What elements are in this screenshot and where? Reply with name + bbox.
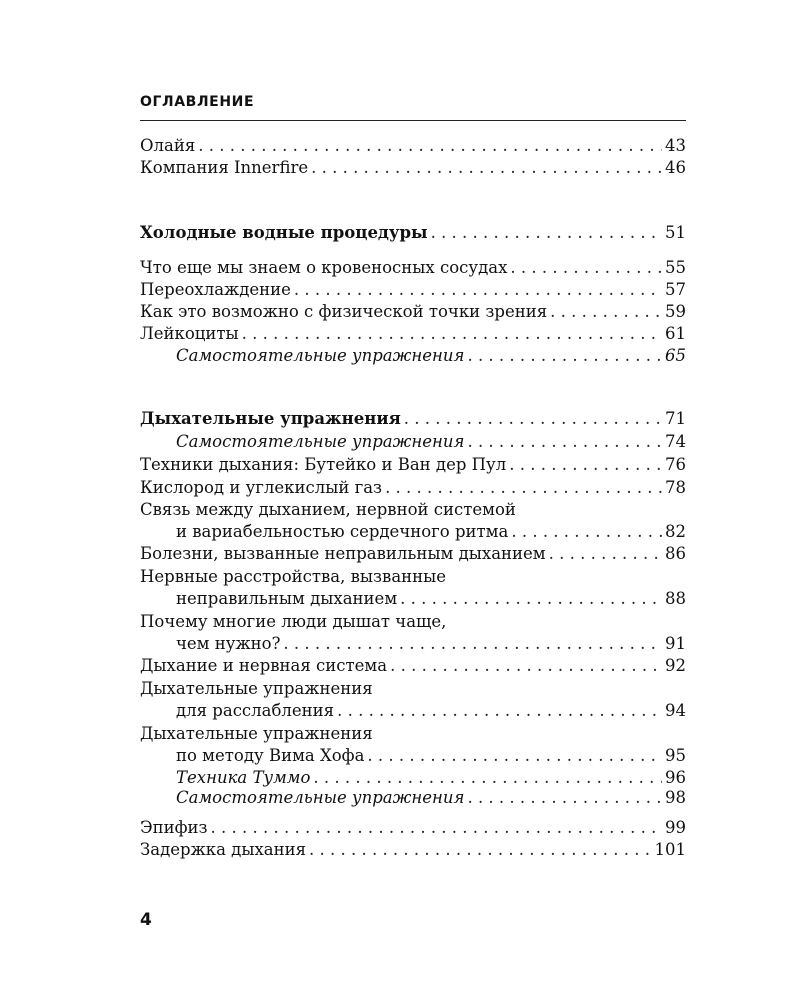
toc-entry-hrv[interactable] <box>176 520 686 544</box>
toc-entry-page: 74 <box>665 432 686 451</box>
toc-entry-exercises-3[interactable] <box>176 786 686 810</box>
toc-entry-page: 99 <box>665 818 686 837</box>
toc-entry-title: Что еще мы знаем о кровеносных сосудах <box>140 258 508 277</box>
dot-leader <box>509 453 662 477</box>
dot-leader <box>283 632 662 656</box>
toc-entry-diseases[interactable] <box>140 542 686 566</box>
toc-entry-title: Переохлаждение <box>140 280 291 299</box>
toc-entry-title: Дыхание и нервная система <box>140 656 388 675</box>
toc-entry-why-faster[interactable] <box>176 632 686 656</box>
toc-entry-title: Задержка дыхания <box>140 840 307 859</box>
toc-entry-vessels[interactable] <box>140 256 686 280</box>
toc-entry-why-line1: Почему многие люди дышат чаще, <box>140 612 447 631</box>
toc-entry-title: Как это возможно с физической точки зрения <box>140 302 548 321</box>
toc-entry-title: по методу Вима Хофа <box>176 746 365 765</box>
toc-entry-page: 55 <box>665 258 686 277</box>
dot-leader <box>404 407 662 431</box>
toc-entry-title: Эпифиз <box>140 818 208 837</box>
toc-entry-exercises-1[interactable] <box>176 344 686 368</box>
toc-entry-title: Болезни, вызванные неправильным дыханием <box>140 544 546 563</box>
toc-entry-nervous-system[interactable] <box>140 654 686 678</box>
toc-chapter-cold-water[interactable] <box>140 221 686 245</box>
dot-leader <box>549 542 662 566</box>
toc-entry-title: чем нужно? <box>176 634 281 653</box>
toc-entry-title: Олайя <box>140 136 196 155</box>
toc-entry-hrv-line1: Связь между дыханием, нервной системой <box>140 500 516 519</box>
toc-entry-title: Техника Туммо <box>176 768 311 787</box>
toc-entry-title: Лейкоциты <box>140 324 239 343</box>
toc-entry-page: 43 <box>665 136 686 155</box>
toc-entry-page: 95 <box>665 746 686 765</box>
page-header: ОГЛАВЛЕНИЕ <box>140 94 255 110</box>
toc-entry-title: Кислород и углекислый газ <box>140 478 383 497</box>
toc-entry-page: 65 <box>665 346 686 365</box>
toc-entry-page: 51 <box>665 223 686 242</box>
toc-entry-relax-line1: Дыхательные упражнения <box>140 679 373 698</box>
toc-entry-title: Техники дыхания: Бутейко и Ван дер Пул <box>140 455 507 474</box>
dot-leader <box>294 278 662 302</box>
dot-leader <box>309 838 651 862</box>
dot-leader <box>511 520 662 544</box>
toc-entry-nervous-line1: Нервные расстройства, вызванные <box>140 567 447 586</box>
toc-entry-title: Холодные водные процедуры <box>140 223 428 242</box>
toc-entry-wim-hof[interactable] <box>176 744 686 768</box>
header-rule <box>140 120 686 121</box>
toc-entry-page: 101 <box>654 840 686 859</box>
dot-leader <box>337 699 662 723</box>
dot-leader <box>242 322 662 346</box>
toc-entry-page: 92 <box>665 656 686 675</box>
toc-entry-page: 57 <box>665 280 686 299</box>
dot-leader <box>467 344 662 368</box>
toc-entry-title: Компания Innerfire <box>140 158 309 177</box>
dot-leader <box>431 221 662 245</box>
dot-leader <box>467 430 662 454</box>
dot-leader <box>367 744 662 768</box>
toc-entry-title: для расслабления <box>176 701 335 720</box>
dot-leader <box>390 654 662 678</box>
toc-entry-page: 71 <box>665 409 686 428</box>
toc-entry-page: 61 <box>665 324 686 343</box>
page-number: 4 <box>140 910 152 930</box>
toc-entry-page: 94 <box>665 701 686 720</box>
toc-entry-title: Дыхательные упражнения <box>140 409 401 428</box>
toc-entry-page: 98 <box>665 788 686 807</box>
toc-entry-title: Самостоятельные упражнения <box>176 432 465 451</box>
toc-entry-page: 82 <box>665 522 686 541</box>
toc-entry-physics[interactable] <box>140 300 686 324</box>
toc-entry-page: 76 <box>665 455 686 474</box>
dot-leader <box>211 816 662 840</box>
toc-entry-title: неправильным дыханием <box>176 589 398 608</box>
toc-entry-page: 59 <box>665 302 686 321</box>
dot-leader <box>467 786 662 810</box>
toc-entry-page: 88 <box>665 589 686 608</box>
toc-entry-page: 46 <box>665 158 686 177</box>
toc-entry-page: 78 <box>665 478 686 497</box>
toc-entry-nervous-disorders[interactable] <box>176 587 686 611</box>
toc-entry-page: 91 <box>665 634 686 653</box>
dot-leader <box>400 587 662 611</box>
toc-entry-buteyko[interactable] <box>140 453 686 477</box>
toc-entry-hypothermia[interactable] <box>140 278 686 302</box>
dot-leader <box>550 300 662 324</box>
toc-entry-breath-hold[interactable] <box>140 838 686 862</box>
toc-entry-pineal[interactable] <box>140 816 686 840</box>
toc-entry-olaya[interactable] <box>140 134 686 158</box>
toc-entry-title: Самостоятельные упражнения <box>176 346 465 365</box>
toc-entry-page: 96 <box>665 768 686 787</box>
dot-leader <box>198 134 662 158</box>
toc-entry-wimhof-line1: Дыхательные упражнения <box>140 724 373 743</box>
dot-leader <box>385 476 662 500</box>
toc-entry-relaxation[interactable] <box>176 699 686 723</box>
toc-entry-leukocytes[interactable] <box>140 322 686 346</box>
dot-leader <box>311 156 662 180</box>
toc-entry-title: и вариабельностью сердечного ритма <box>176 522 509 541</box>
toc-entry-oxygen[interactable] <box>140 476 686 500</box>
toc-entry-exercises-2[interactable] <box>176 430 686 454</box>
dot-leader <box>510 256 662 280</box>
toc-chapter-breathing[interactable] <box>140 407 686 431</box>
toc-entry-innerfire[interactable] <box>140 156 686 180</box>
toc-entry-page: 86 <box>665 544 686 563</box>
toc-entry-title: Самостоятельные упражнения <box>176 788 465 807</box>
